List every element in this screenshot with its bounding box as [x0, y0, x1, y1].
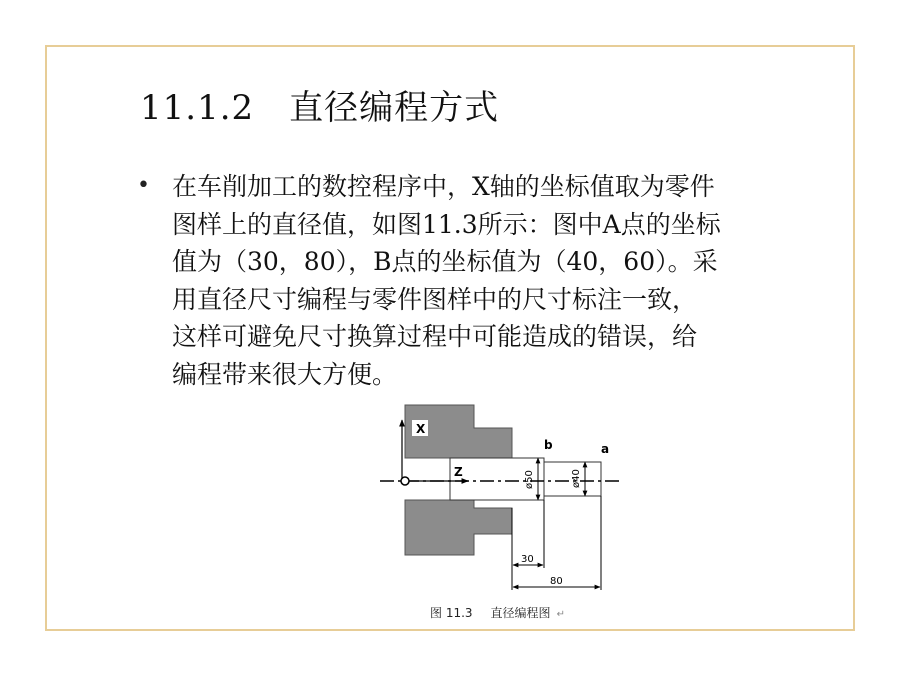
figure-caption — [430, 604, 565, 621]
diameter-programming-figure — [380, 400, 630, 595]
dim-30: 30 — [521, 554, 534, 565]
origin-marker — [401, 477, 409, 485]
caption-title: 直径编程图 — [490, 606, 551, 620]
caption-number: 图 11.3 — [430, 606, 473, 620]
axis-z-label: Z — [454, 465, 463, 479]
axis-x-label: X — [416, 422, 426, 436]
paragraph-line: 值为（30，80），B点的坐标值为（40，60）。采 — [172, 247, 718, 276]
point-b-label: b — [544, 438, 553, 452]
paragraph-line: 用直径尺寸编程与零件图样中的尺寸标注一致， — [172, 284, 698, 314]
paragraph-line: 图样上的直径值，如图11.3所示：图中A点的坐标 — [172, 209, 721, 239]
point-a-label: a — [601, 442, 610, 456]
paragraph-line: 这样可避免尺寸换算过程中可能造成的错误，给 — [172, 322, 698, 351]
paragraph-line: 编程带来很大方便。 — [172, 359, 398, 389]
slide-title: 11.1.2 直径编程方式 — [140, 88, 500, 128]
bullet-paragraph — [172, 168, 822, 393]
paragraph-line: 在车削加工的数控程序中，X轴的坐标值取为零件 — [172, 172, 715, 201]
paragraph-mark-icon: ↵ — [556, 609, 565, 620]
dim-diameter-40: ø40 — [571, 469, 582, 488]
dim-80: 80 — [550, 576, 563, 587]
dim-diameter-50: ø50 — [524, 470, 535, 489]
bullet-marker: • — [137, 173, 150, 198]
chuck-jaw-lower — [405, 500, 512, 555]
